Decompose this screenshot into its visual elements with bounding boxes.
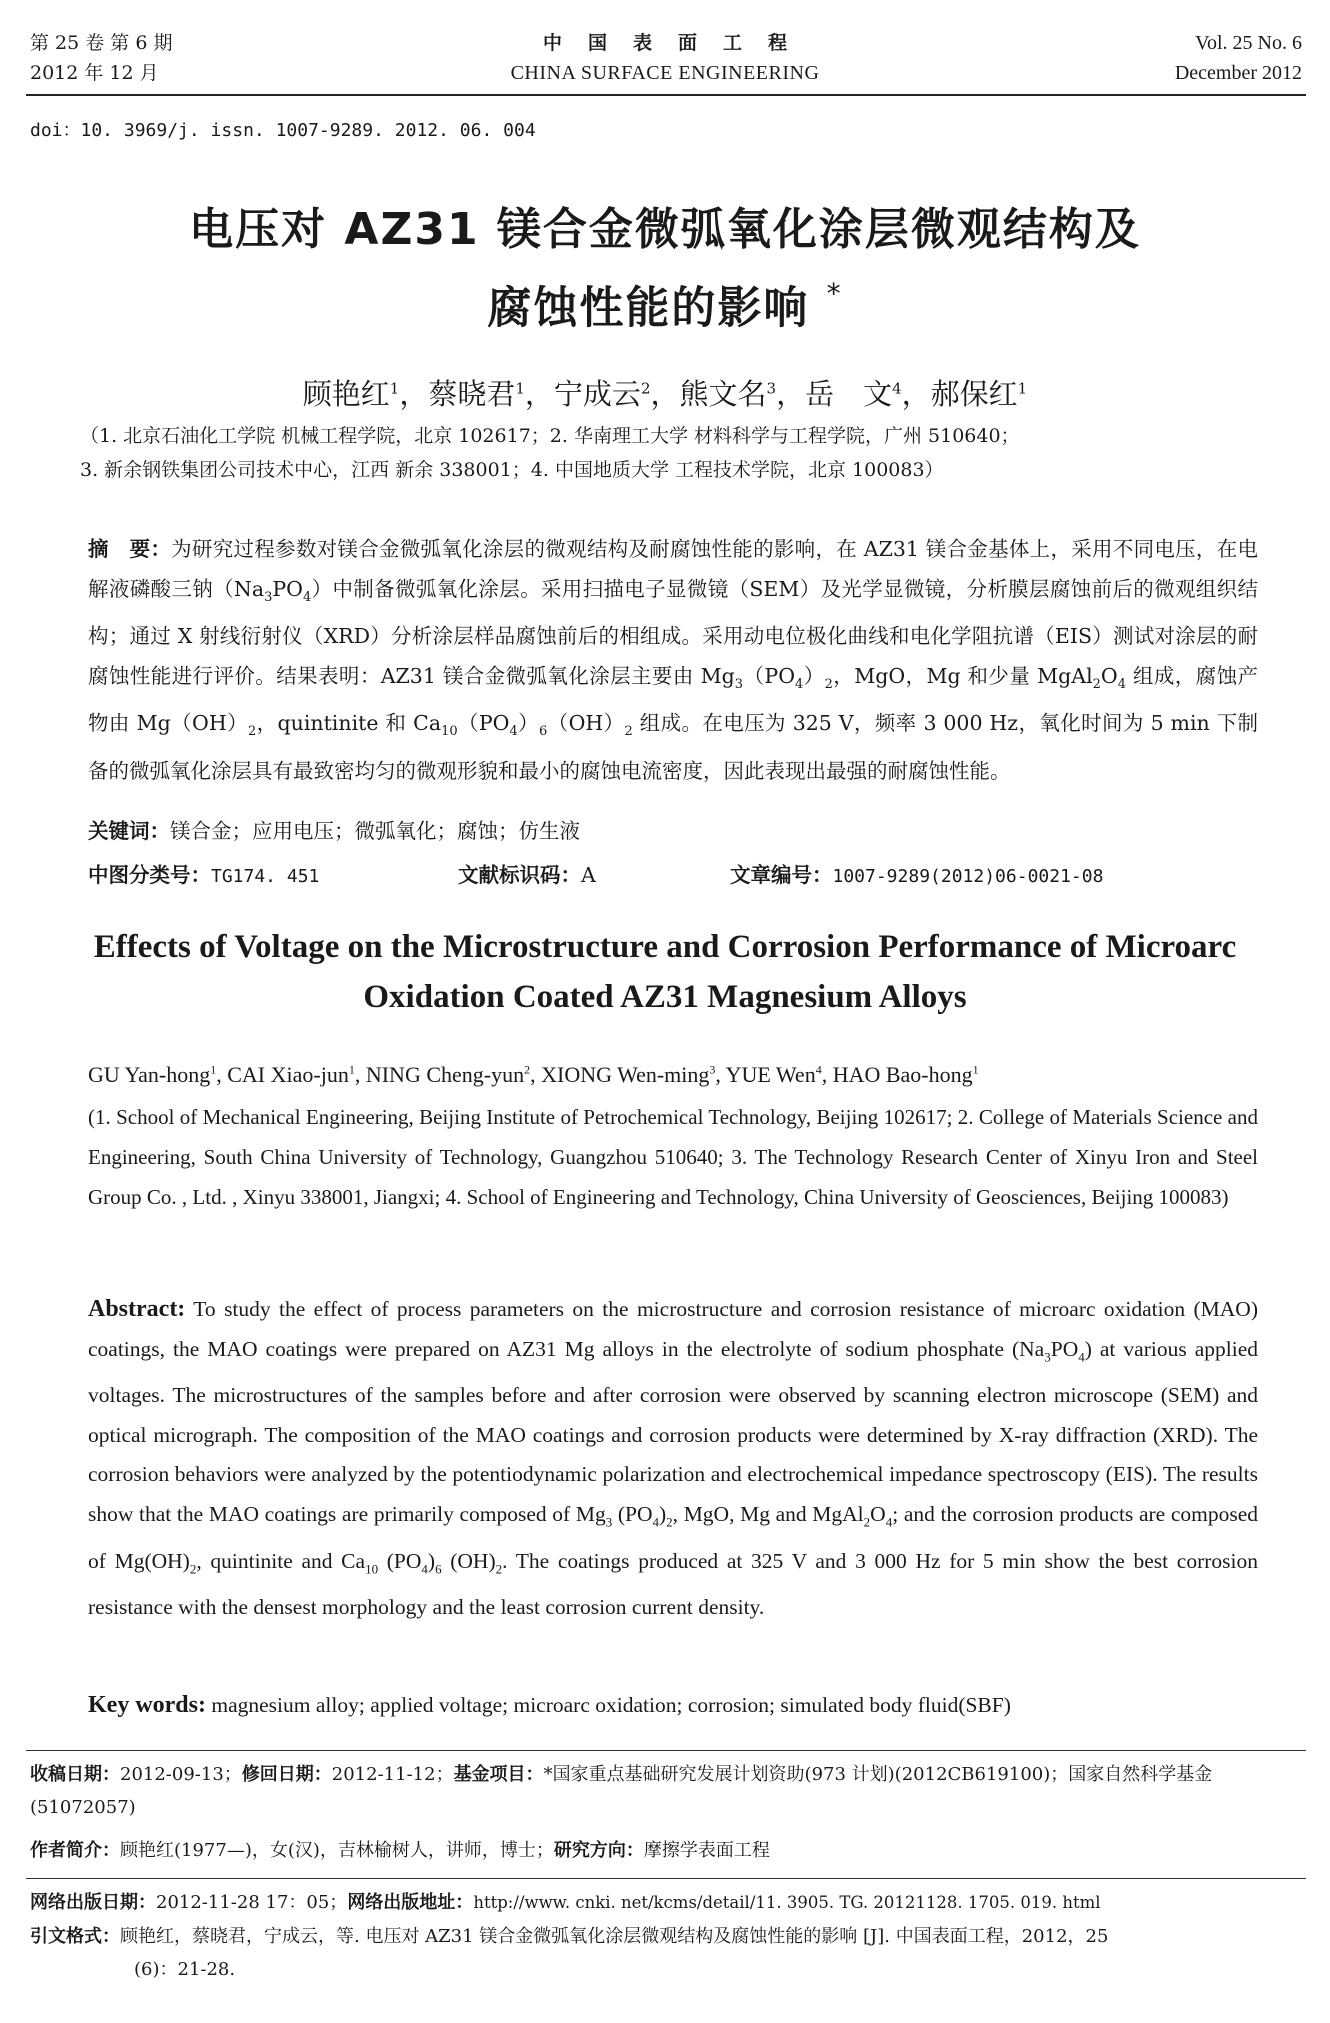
keywords-cn-text: 镁合金；应用电压；微弧氧化；腐蚀；仿生液 xyxy=(170,819,580,843)
abstract-cn-text: （PO xyxy=(743,663,795,688)
fund-text: *国家重点基础研究发展计划资助(973 计划)(2012CB619100)；国家自然科学基金(51072057) xyxy=(30,1764,1213,1818)
keywords-en xyxy=(88,1692,1258,1719)
doi: doi：10. 3969/j. issn. 1007-9289. 2012. 06. 004 xyxy=(30,120,536,141)
footnote-online xyxy=(30,1886,1312,1919)
document-code xyxy=(458,858,596,888)
author-en: GU Yan-hong xyxy=(88,1062,211,1087)
title-cn-line2-text: 腐蚀性能的影响 xyxy=(487,282,810,334)
abstract-cn xyxy=(88,530,1258,791)
header-volume-cn: 第 25 卷 第 6 期 xyxy=(30,32,173,54)
citation-text: 顾艳红，蔡晓君，宁成云，等. 电压对 AZ31 镁合金微弧氧化涂层微观结构及腐蚀性能的影响 [J]. 中国表面工程，2012，25 xyxy=(120,1926,1109,1947)
article-number-label: 文章编号： xyxy=(730,863,833,887)
subscript: 4 xyxy=(885,1514,893,1530)
author-en: XIONG Wen-ming xyxy=(541,1062,710,1087)
authors-en: GU Yan-hong$^1$, CAI Xiao-jun$^1$, NING Cheng-yun$^2$, XIONG Wen-ming$^3$, YUE Wen$^4$, HAO Bao-hong$^1$ xyxy=(88,1062,979,1087)
title-cn xyxy=(0,196,1330,343)
author-aff-mark: 4 xyxy=(815,1062,822,1077)
abstract-cn-text: 组成，腐蚀产物由 Mg（OH） xyxy=(88,663,1258,736)
subscript: 6 xyxy=(435,1560,442,1576)
received-date: 2012-09-13； xyxy=(120,1764,242,1785)
abstract-cn-text: ，MgO，Mg 和少量 MgAl xyxy=(832,663,1093,688)
clc-label: 中图分类号： xyxy=(88,863,211,887)
author-cn: 宁成云 xyxy=(553,377,641,411)
keywords-en-text: magnesium alloy; applied voltage; microarc oxidation; corrosion; simulated body fluid(SBF) xyxy=(205,1693,1011,1717)
abstract-cn-text: ） xyxy=(517,711,540,736)
author-aff-mark: 1 xyxy=(1017,379,1028,398)
author-bio: 顾艳红(1977—)，女(汉)，吉林榆树人，讲师，博士； xyxy=(120,1840,554,1861)
affiliation-cn-line1: （1. 北京石油化工学院 机械工程学院，北京 102617；2. 华南理工大学 材料科学与工程学院，广州 510640； xyxy=(80,425,1020,447)
online-url[interactable]: http://www. cnki. net/kcms/detail/11. 3905. TG. 20121128. 1705. 019. html xyxy=(473,1893,1101,1912)
abstract-cn-text: O xyxy=(1100,663,1118,688)
subscript: 3 xyxy=(1044,1348,1051,1364)
abstract-en-text: PO xyxy=(1050,1336,1079,1361)
author-aff-mark: 2 xyxy=(524,1062,531,1077)
authors-cn: 顾艳红$^1$，蔡晓君$^1$，宁成云$^2$，熊文名$^3$，岳 文$^4$，郝保红$^1$ xyxy=(302,377,1028,411)
research-direction-label: 研究方向： xyxy=(553,1840,644,1861)
abstract-en-text: . The coatings produced at 325 V and 3 000 Hz for 5 min show the best corrosion resistance with the densest morphology and the least corrosion current density. xyxy=(88,1548,1258,1620)
keywords-cn-label: 关键词： xyxy=(88,819,170,843)
subscript: 3 xyxy=(264,589,273,605)
citation-line2: (6)：21-28. xyxy=(134,1959,236,1980)
abstract-cn-text: PO xyxy=(272,576,303,601)
author-cn: 顾艳红 xyxy=(302,377,390,411)
fund-label: 基金项目： xyxy=(453,1764,544,1785)
subscript: 2 xyxy=(863,1514,871,1530)
title-cn-line1: 电压对 AZ31 镁合金微弧氧化涂层微观结构及 xyxy=(189,204,1141,255)
author-aff-mark: 2 xyxy=(640,379,651,398)
abstract-cn-text: 为研究过程参数对镁合金微弧氧化涂层的微观结构及耐腐蚀性能的影响，在 AZ31 镁合金基体上，采用不同电压，在电解液磷酸三钠（Na xyxy=(88,537,1258,601)
abstract-en-text: ) at various applied voltages. The microstructures of the samples before and after corrosion were observed by scanning electron microscope (SEM) and optical micrograph. The composition of the MAO coatings and corrosion products were determined by X-ray diffraction (XRD). The corrosion behaviors were analyzed by the potentiodynamic polarization and electrochemical impedance spectroscopy (EIS). The results show that the MAO coatings are primarily composed of Mg xyxy=(88,1336,1258,1526)
subscript: 2 xyxy=(495,1560,503,1576)
title-en-line1: Effects of Voltage on the Microstructure and Corrosion Performance of Microarc xyxy=(93,929,1237,965)
header-journal xyxy=(0,28,1330,88)
keywords-en-label: Key words: xyxy=(88,1692,206,1718)
received-label: 收稿日期： xyxy=(30,1764,120,1785)
doc-code-value: A xyxy=(581,863,596,887)
header-date-en: December 2012 xyxy=(1174,62,1302,84)
title-en xyxy=(0,922,1330,1022)
footnote-citation xyxy=(30,1920,1312,1986)
abstract-en-text: ) xyxy=(427,1548,436,1573)
revised-label: 修回日期： xyxy=(241,1764,332,1785)
subscript: 4 xyxy=(509,724,518,740)
online-date-label: 网络出版日期： xyxy=(30,1892,156,1913)
subscript: 2 xyxy=(1092,676,1101,692)
subscript: 6 xyxy=(539,724,548,740)
abstract-en-text: To study the effect of process parameters on the microstructure and corrosion resistance of microarc oxidation (MAO) coatings, the MAO coatings were prepared on AZ31 Mg alloys in the electrolyte of sodium phosphate (Na xyxy=(88,1297,1258,1361)
abstract-en-text: , quintinite and Ca xyxy=(196,1548,366,1573)
subscript: 3 xyxy=(605,1514,613,1530)
keywords-cn xyxy=(88,812,1258,852)
abstract-en-text: (PO xyxy=(378,1548,422,1573)
footnote-author xyxy=(30,1834,1312,1867)
revised-date: 2012-11-12； xyxy=(331,1764,454,1785)
footnote-rule xyxy=(26,1750,1306,1751)
subscript: 4 xyxy=(652,1514,659,1530)
subscript: 3 xyxy=(734,676,744,692)
abstract-cn-text: ） xyxy=(803,663,825,688)
abstract-en-label: Abstract: xyxy=(88,1296,186,1322)
abstract-cn-text: 组成。在电压为 325 V，频率 3 000 Hz，氧化时间为 5 min 下制备的微弧氧化涂层具有最致密均匀的微观形貌和最小的腐蚀电流密度，因此表现出最强的耐腐蚀性能。 xyxy=(88,711,1259,783)
subscript: 2 xyxy=(189,1560,197,1576)
subscript: 4 xyxy=(1078,1348,1085,1364)
subscript: 2 xyxy=(624,724,633,740)
abstract-en-text: (PO xyxy=(612,1501,653,1526)
research-direction: 摩擦学表面工程 xyxy=(643,1840,770,1861)
article-number xyxy=(730,858,1103,888)
subscript: 4 xyxy=(1117,676,1127,692)
author-cn: 岳 文 xyxy=(805,377,893,411)
abstract-cn-text: ）中制备微弧氧化涂层。采用扫描电子显微镜（SEM）及光学显微镜，分析膜层腐蚀前后的微观组织结构；通过 X 射线衍射仪（XRD）分析涂层样品腐蚀前后的相组成。采用动电位极化曲线和电化学阻抗谱（EIS）测试对涂层的耐腐蚀性能进行评价。结果表明：AZ31 镁合金微弧氧化涂层主要由 Mg xyxy=(88,576,1258,688)
header-rule xyxy=(26,94,1306,96)
subscript: 2 xyxy=(666,1514,673,1530)
author-en: YUE Wen xyxy=(725,1062,816,1087)
author-cn: 郝保红 xyxy=(930,377,1018,411)
citation-label: 引文格式： xyxy=(30,1926,120,1947)
subscript: 4 xyxy=(795,676,804,692)
abstract-en-text: ; and the corrosion products are composed of Mg(OH) xyxy=(88,1501,1259,1573)
author-aff-mark: 1 xyxy=(972,1062,979,1077)
author-cn: 熊文名 xyxy=(679,377,767,411)
affiliation-cn-line2: 3. 新余钢铁集团公司技术中心，江西 新余 338001；4. 中国地质大学 工程技术学院，北京 100083） xyxy=(80,459,944,481)
journal-name-en: CHINA SURFACE ENGINEERING xyxy=(510,62,820,84)
author-aff-mark: 1 xyxy=(348,1062,355,1077)
subscript: 2 xyxy=(824,676,833,692)
author-en: HAO Bao-hong xyxy=(832,1062,973,1087)
author-aff-mark: 1 xyxy=(515,379,525,398)
abstract-cn-text: （PO xyxy=(457,711,510,736)
author-aff-mark: 4 xyxy=(892,379,902,398)
fund-mark: * xyxy=(826,277,843,310)
subscript: 4 xyxy=(302,589,312,605)
clc-value: TG174. 451 xyxy=(211,866,320,887)
abstract-cn-label: 摘 要： xyxy=(88,537,172,561)
footnote-rule-2 xyxy=(26,1878,1306,1879)
abstract-cn-text: （OH） xyxy=(547,711,625,736)
abstract-en xyxy=(88,1290,1258,1628)
abstract-en-text: , MgO, Mg and MgAl xyxy=(672,1501,864,1526)
title-en-line2: Oxidation Coated AZ31 Magnesium Alloys xyxy=(363,979,967,1015)
header-volume-en: Vol. 25 No. 6 xyxy=(1195,32,1302,54)
citation-line1 xyxy=(30,1920,1312,1953)
online-url-label: 网络出版地址： xyxy=(347,1892,474,1913)
author-bio-label: 作者简介： xyxy=(30,1840,120,1861)
abstract-en-text: (OH) xyxy=(441,1548,496,1573)
subscript: 10 xyxy=(365,1560,379,1576)
author-aff-mark: 1 xyxy=(389,379,400,398)
subscript: 4 xyxy=(421,1560,428,1576)
author-aff-mark: 1 xyxy=(210,1062,217,1077)
author-aff-mark: 3 xyxy=(709,1062,716,1077)
doc-code-label: 文献标识码： xyxy=(458,863,581,887)
author-cn: 蔡晓君 xyxy=(428,377,516,411)
footnote-dates-fund xyxy=(30,1758,1312,1824)
journal-name-cn: 中国表面工程 xyxy=(542,32,813,54)
header-issue-en xyxy=(1175,28,1302,88)
abstract-en-text: ) xyxy=(659,1501,667,1526)
subscript: 2 xyxy=(247,724,257,740)
title-cn-line2 xyxy=(0,264,1330,343)
abstract-cn-text: ，quintinite 和 Ca xyxy=(256,711,442,736)
author-en: NING Cheng-yun xyxy=(365,1062,525,1087)
author-aff-mark: 3 xyxy=(766,379,777,398)
author-en: CAI Xiao-jun xyxy=(227,1062,349,1087)
abstract-en-text: O xyxy=(870,1501,886,1526)
affiliations-en: (1. School of Mechanical Engineering, Beijing Institute of Petrochemical Technology, Beijing 102617; 2. College of Materials Science and Engineering, South China University of Technology, Guangzhou 510640; 3. The Technology Research Center of Xinyu Iron and Steel Group Co. , Ltd. , Xinyu 338001, Jiangxi; 4. School of Engineering and Technology, China University of Geosciences, Beijing 100083) xyxy=(88,1105,1258,1209)
header-date-cn: 2012 年 12 月 xyxy=(30,62,159,84)
subscript: 10 xyxy=(441,724,458,740)
clc-number xyxy=(88,858,319,888)
online-date: 2012-11-28 17：05； xyxy=(156,1892,348,1913)
article-number-value: 1007-9289(2012)06-0021-08 xyxy=(832,866,1104,887)
